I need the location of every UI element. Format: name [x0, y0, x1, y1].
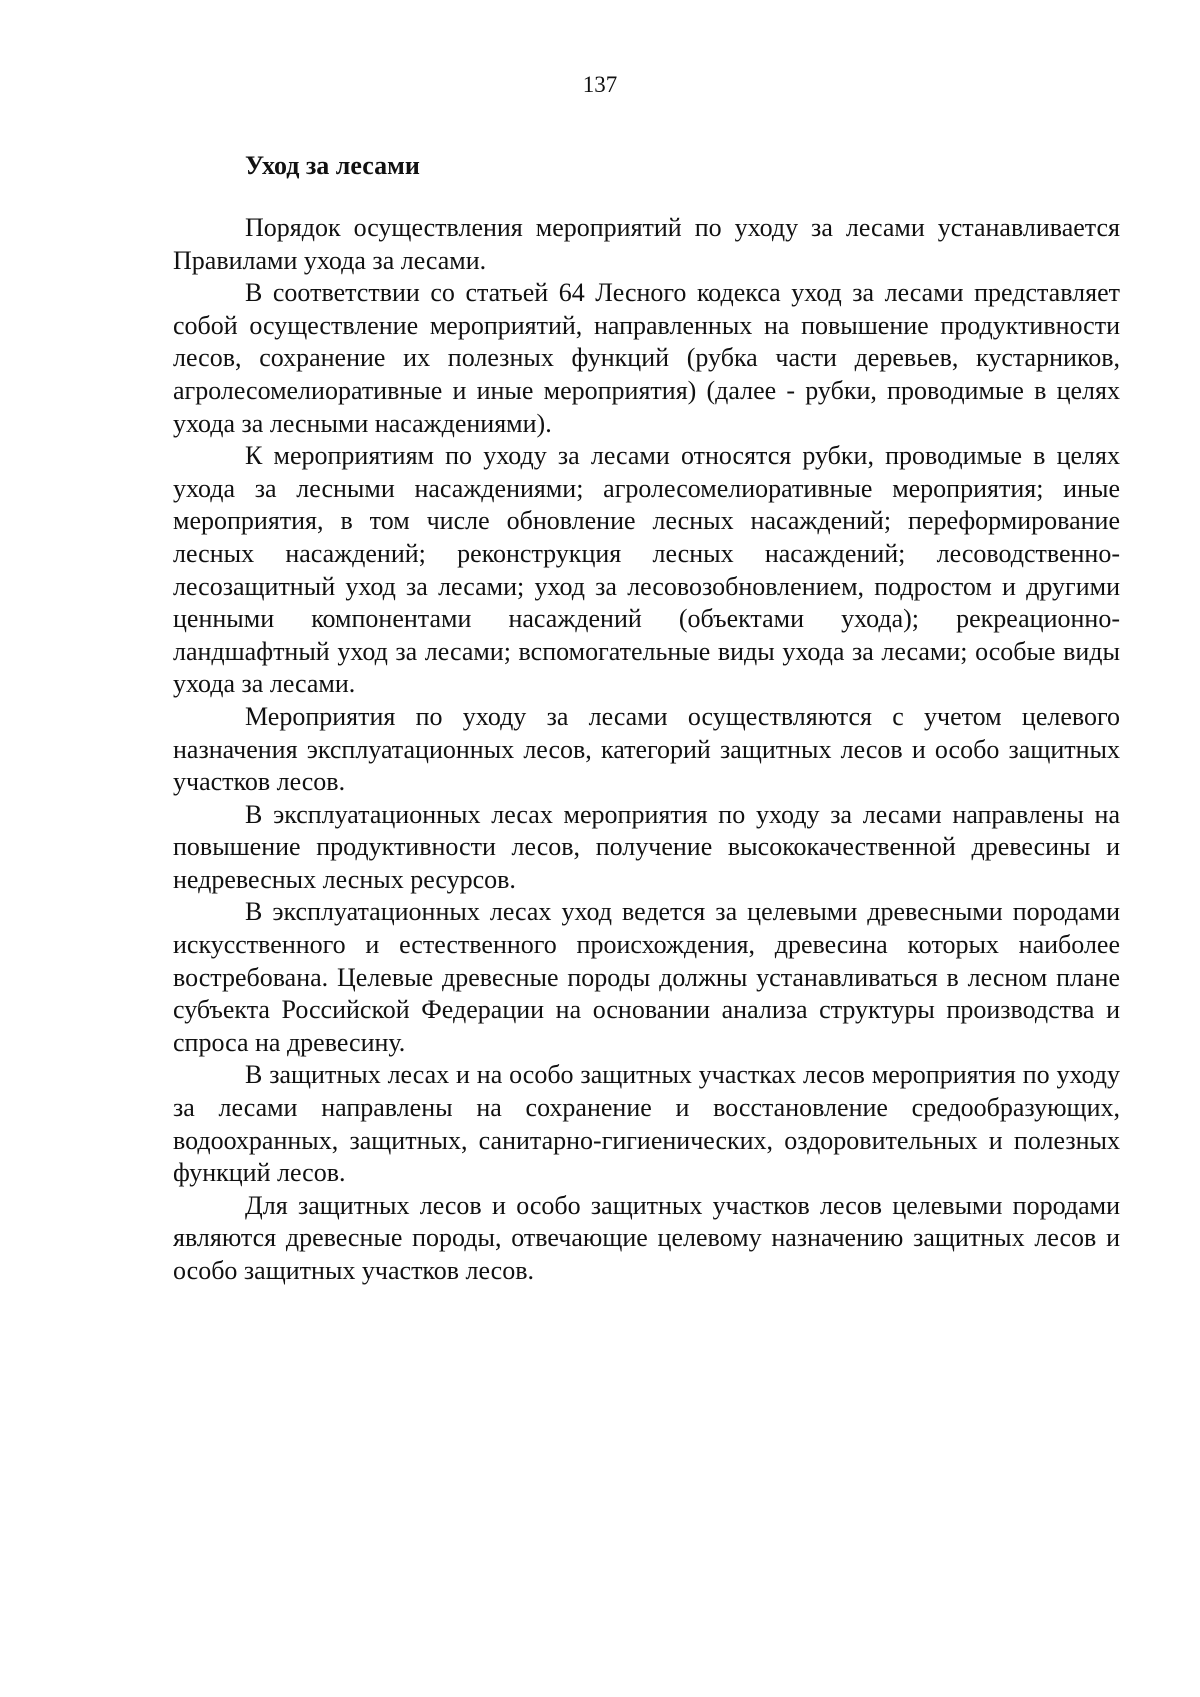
paragraph: Мероприятия по уходу за лесами осуществляются с учетом целевого назначения эксплуатационных лесов, категорий защитных лесов и особо защитных участков лесов.: [173, 701, 1120, 797]
paragraph: В эксплуатационных лесах мероприятия по уходу за лесами направлены на повышение продуктивности лесов, получение высококачественной древесины и недревесных лесных ресурсов.: [173, 799, 1120, 894]
paragraph: Порядок осуществления мероприятий по уходу за лесами устанавливается Правилами ухода за лесами.: [173, 213, 1120, 275]
paragraph: К мероприятиям по уходу за лесами относятся рубки, проводимые в целях ухода за лесными насаждениями; агролесомелиоративные мероприятия; иные мероприятия, в том числе обновление лесных насаждений; переформирование лесных насаждений; реконструкция лесных насаждений; лесоводственно-лесозащитный уход за лесами; уход за лесовозобновлением, подростом и другими ценными компонентами насаждений (объектами ухода); рекреационно-ландшафтный уход за лесами; вспомогательные виды ухода за лесами; особые виды ухода за лесами.: [173, 441, 1120, 699]
paragraph: В защитных лесах и на особо защитных участках лесов мероприятия по уходу за лесами направлены на сохранение и восстановление средообразующих, водоохранных, защитных, санитарно-гигиенических, оздоровительных и полезных функций лесов.: [173, 1060, 1120, 1188]
document-body: [173, 212, 1120, 1288]
section-heading: Уход за лесами: [245, 151, 420, 180]
paragraph: В соответствии со статьей 64 Лесного кодекса уход за лесами представляет собой осуществление мероприятий, направленных на повышение продуктивности лесов, сохранение их полезных функций (рубка части деревьев, кустарников, агролесомелиоративные и иные мероприятия) (далее - рубки, проводимые в целях ухода за лесными насаждениями).: [173, 278, 1120, 438]
page-number: 137: [582, 72, 618, 97]
paragraph: В эксплуатационных лесах уход ведется за целевыми древесными породами искусственного и естественного происхождения, древесина которых наиболее востребована. Целевые древесные породы должны устанавливаться в лесном плане субъекта Российской Федерации на основании анализа структуры производства и спроса на древесину.: [173, 897, 1120, 1057]
paragraph: Для защитных лесов и особо защитных участков лесов целевыми породами являются древесные породы, отвечающие целевому назначению защитных лесов и особо защитных участков лесов.: [173, 1190, 1120, 1285]
